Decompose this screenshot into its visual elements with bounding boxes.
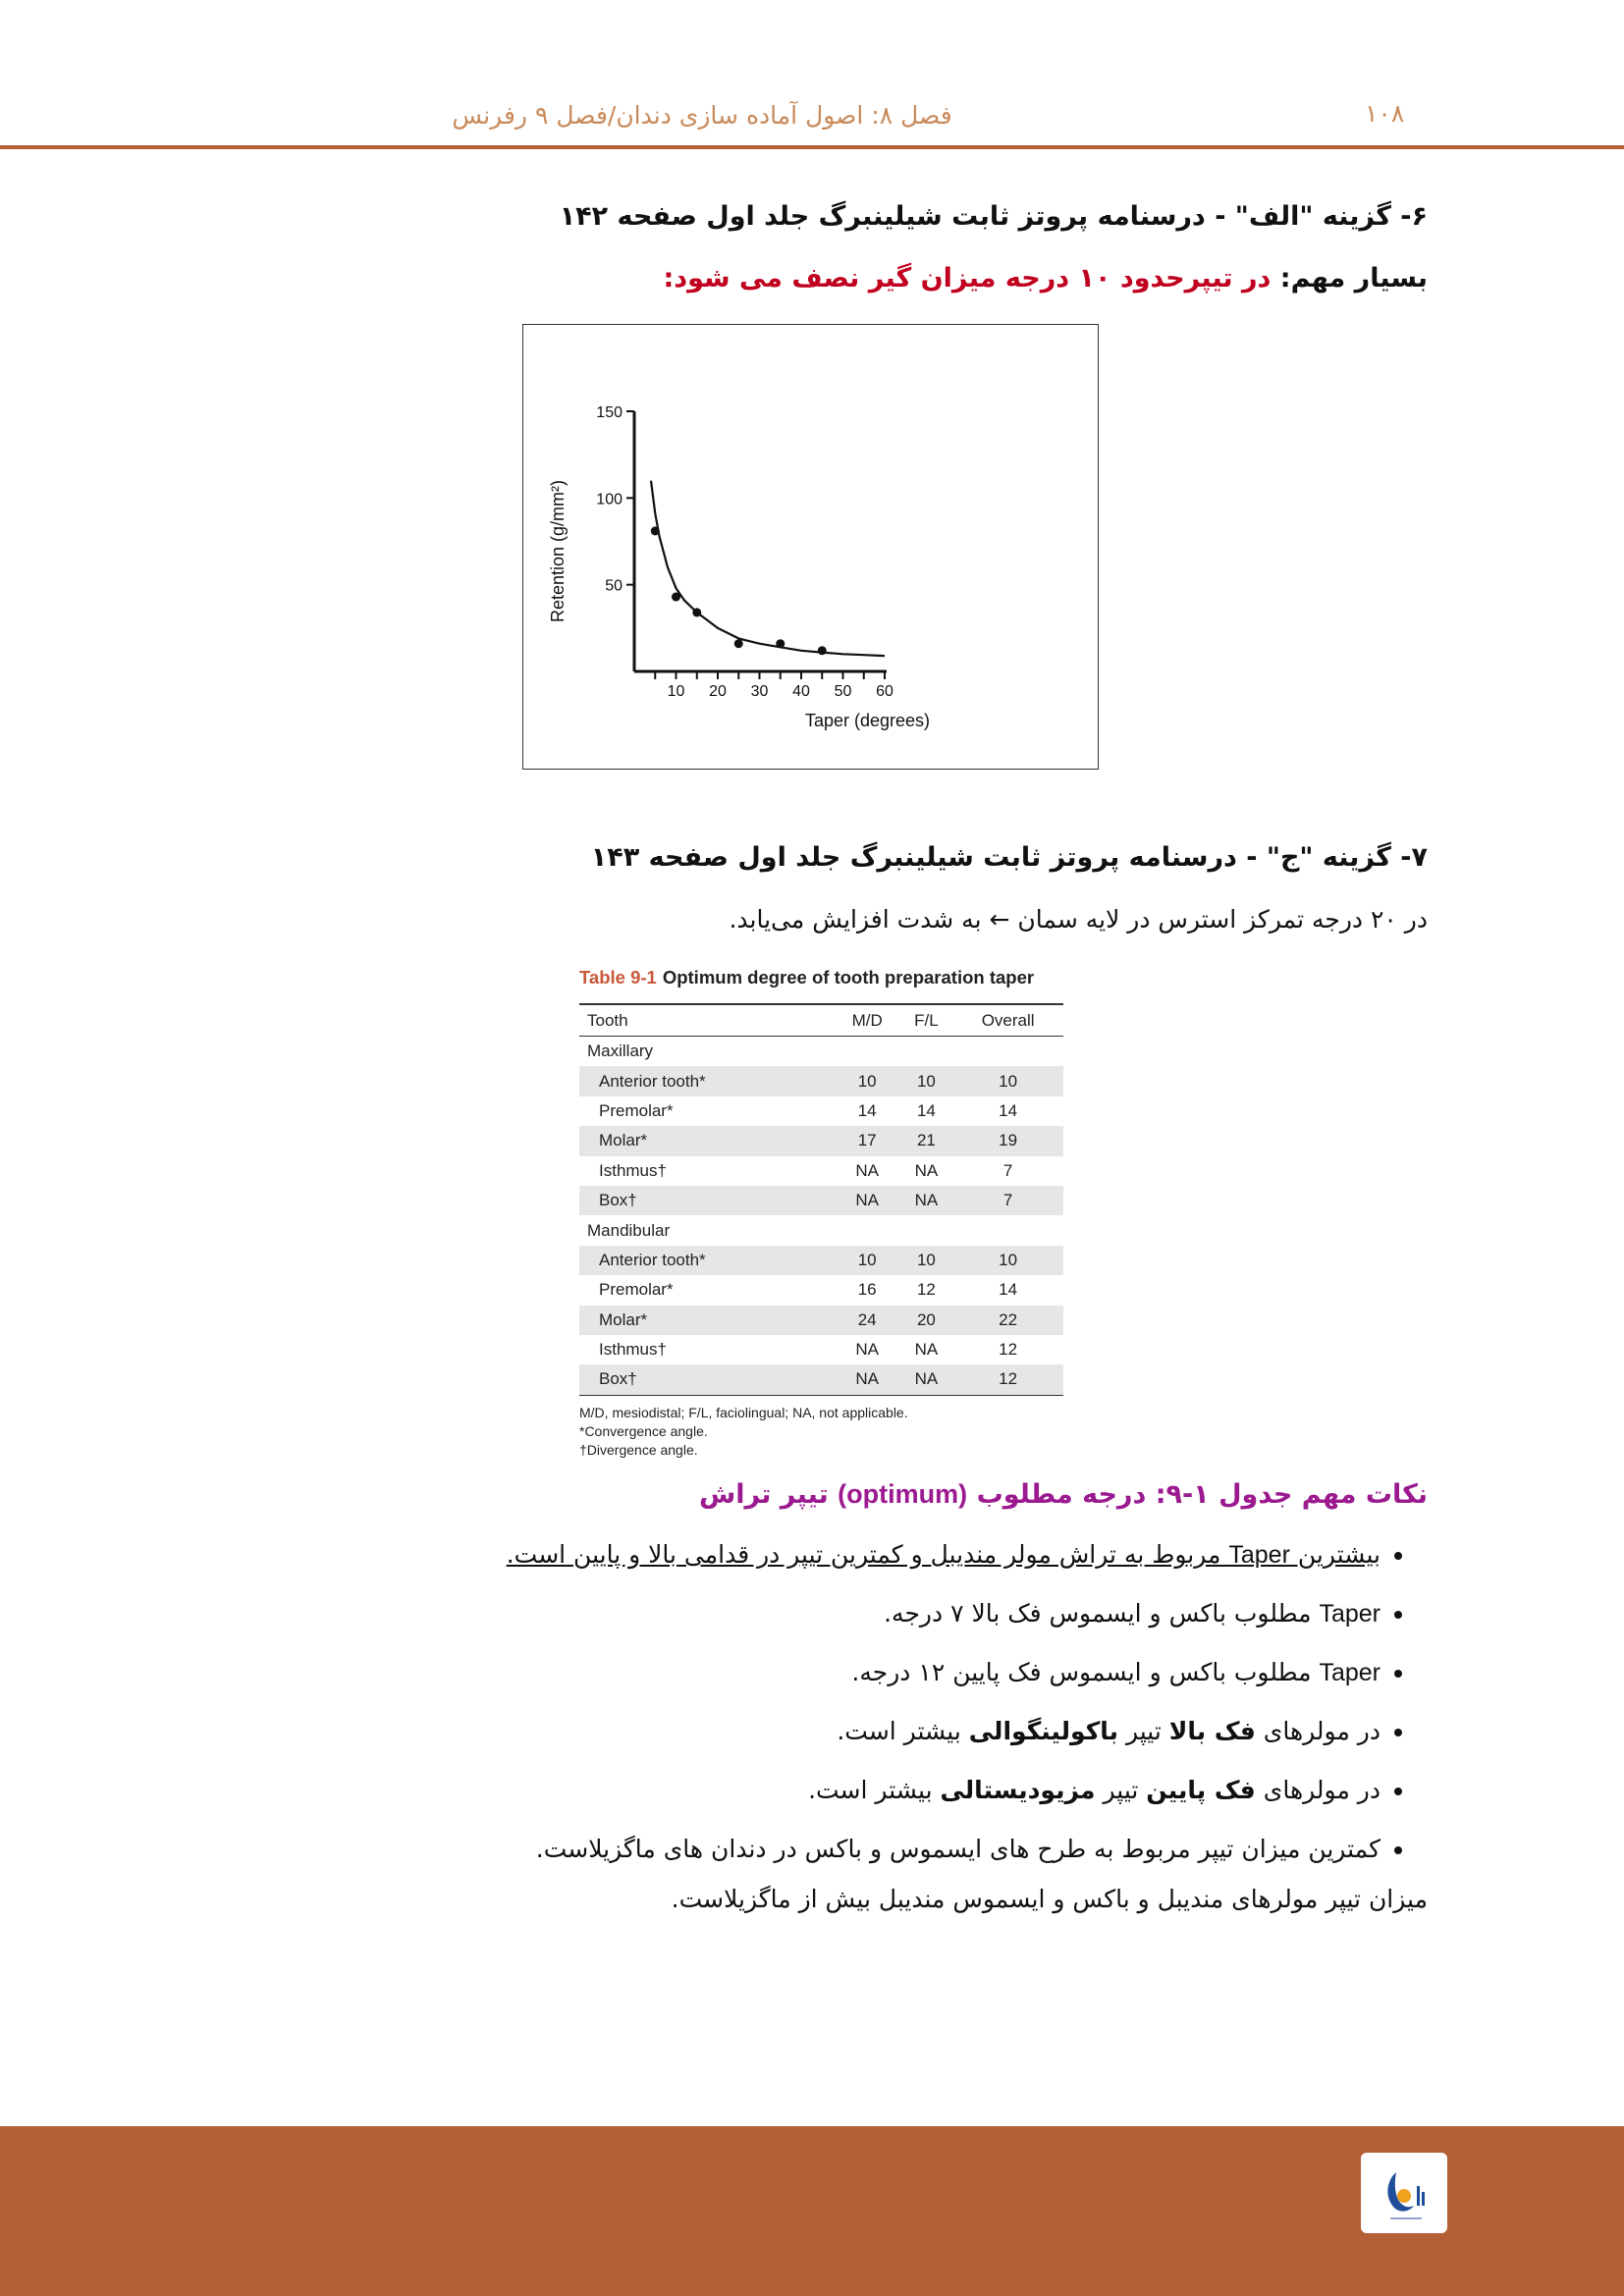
table-header-cell: M/D: [835, 1004, 900, 1037]
table-row: [579, 1335, 1063, 1364]
publisher-logo-icon: [1361, 2153, 1447, 2233]
table-cell: 12: [999, 1340, 1018, 1360]
table-cell: 7: [952, 1186, 1063, 1215]
table-cell: [900, 1037, 953, 1067]
table-cell: 24: [835, 1306, 900, 1335]
table-cell: NA: [900, 1186, 953, 1215]
table-row: [579, 1186, 1063, 1215]
table-header-cell: F/L: [900, 1004, 953, 1037]
data-point: [651, 526, 660, 535]
table-cell: NA: [835, 1364, 900, 1395]
table-cell: NA: [900, 1364, 953, 1395]
list-item: [261, 1529, 1380, 1588]
taper-table: [579, 1003, 1063, 1396]
question-7-text: در ۲۰ درجه تمرکز استرس در لایه سمان ← به شدت افزایش می‌یابد.: [729, 905, 1428, 934]
x-tick-label: 40: [792, 683, 810, 700]
table-cell: [952, 1215, 1063, 1245]
notes-title-english: (optimum): [838, 1479, 968, 1509]
table-caption-text: Optimum degree of tooth preparation taper: [662, 967, 1035, 988]
table-footnote: M/D, mesiodistal; F/L, faciolingual; NA, not applicable.: [579, 1404, 908, 1420]
y-tick-label: 100: [596, 491, 623, 508]
table-cell: 12: [916, 1280, 936, 1300]
table-cell: 10: [952, 1246, 1063, 1275]
chart-canvas: [523, 325, 1098, 769]
x-axis-title: Taper (degrees): [804, 711, 931, 730]
table-cell: Premolar*: [599, 1280, 674, 1300]
table-header-cell: Overall: [952, 1004, 1063, 1037]
table-caption-number: Table 9-1: [579, 967, 657, 988]
data-point: [672, 593, 680, 602]
y-axis-title: Retention (g/mm²): [548, 479, 568, 623]
table-cell: NA: [855, 1160, 879, 1180]
x-tick-label: 10: [667, 683, 685, 700]
table-cell: Box†: [579, 1364, 835, 1395]
table-cell: 19: [952, 1126, 1063, 1155]
table-cell: 14: [999, 1100, 1018, 1120]
question-7-title: ۷- گزینه "ج" - درسنامه پروتز ثابت شیلینبرگ جلد اول صفحه ۱۴۳: [590, 842, 1428, 873]
page-number: ۱۰۸: [1365, 99, 1405, 128]
table-cell: 21: [900, 1126, 953, 1155]
table-row: [579, 1096, 1063, 1126]
table-cell: 16: [857, 1280, 877, 1300]
table-cell: [952, 1037, 1063, 1067]
table-cell: 17: [835, 1126, 900, 1155]
table-cell: NA: [914, 1160, 939, 1180]
note-label: بسیار مهم:: [1279, 263, 1428, 294]
x-tick-label: 20: [709, 683, 727, 700]
table-cell: 14: [857, 1100, 877, 1120]
table-group-row: [579, 1037, 1063, 1067]
taper-table-block: [579, 967, 1063, 1460]
notes-title-part: نکات مهم جدول ۱-۹: درجه مطلوب: [967, 1479, 1428, 1510]
x-tick-label: 30: [750, 683, 769, 700]
data-point: [734, 639, 743, 648]
table-header-cell: Tooth: [579, 1004, 835, 1037]
table-cell: 12: [952, 1364, 1063, 1395]
table-cell: Premolar*: [599, 1100, 674, 1120]
table-cell: 14: [999, 1280, 1018, 1300]
table-cell: Anterior tooth*: [579, 1246, 835, 1275]
summary-line: میزان تیپر مولرهای مندیبل و باکس و ایسموس مندیبل بیش از ماگزیلاست.: [671, 1885, 1428, 1913]
notes-list: [261, 1529, 1428, 1883]
table-row: [579, 1275, 1063, 1305]
table-cell: 22: [952, 1306, 1063, 1335]
table-cell: 10: [900, 1066, 953, 1095]
table-cell: [900, 1215, 953, 1245]
table-cell: 14: [916, 1100, 936, 1120]
table-row: [579, 1156, 1063, 1186]
table-cell: 20: [900, 1306, 953, 1335]
table-caption: [579, 967, 1063, 988]
table-cell: NA: [835, 1186, 900, 1215]
table-cell: Mandibular: [587, 1220, 671, 1240]
note-highlight: در تیپرحدود ۱۰ درجه میزان گیر نصف می شود:: [663, 263, 1272, 294]
publisher-logo: [1361, 2153, 1447, 2233]
list-item: • Taper مطلوب باکس و ایسموس فک بالا ۷ درجه.: [261, 1588, 1380, 1647]
notes-title: [348, 1479, 1428, 1510]
table-row: [579, 1364, 1063, 1395]
y-tick-label: 150: [596, 404, 623, 421]
list-item: • در مولرهای فک بالا تیپر باکولینگوالی بیشتر است.: [261, 1706, 1380, 1765]
table-cell: Anterior tooth*: [579, 1066, 835, 1095]
data-point: [776, 639, 785, 648]
table-row: [579, 1066, 1063, 1095]
table-group-row: [579, 1215, 1063, 1245]
retention-taper-chart: [522, 324, 1099, 770]
list-item: • در مولرهای فک پایین تیپر مزیودیستالی بیشتر است.: [261, 1765, 1380, 1824]
question-6-title: ۶- گزینه "الف" - درسنامه پروتز ثابت شیلینبرگ جلد اول صفحه ۱۴۲: [559, 201, 1428, 232]
table-cell: [835, 1215, 900, 1245]
table-header-row: [579, 1004, 1063, 1037]
table-footnote: *Convergence angle.: [579, 1422, 708, 1439]
table-cell: Isthmus†: [599, 1340, 667, 1360]
x-tick-label: 60: [876, 683, 893, 700]
running-header-title: فصل ۸: اصول آماده سازی دندان/فصل ۹ رفرنس: [452, 101, 952, 130]
table-cell: Maxillary: [587, 1041, 654, 1061]
data-point: [692, 608, 701, 616]
table-cell: Isthmus†: [599, 1160, 667, 1180]
fit-curve-line: [651, 481, 885, 656]
table-cell: Molar*: [579, 1306, 835, 1335]
data-point: [818, 646, 827, 655]
table-cell: Molar*: [579, 1126, 835, 1155]
table-cell: 7: [1002, 1160, 1013, 1180]
table-row: [579, 1126, 1063, 1155]
table-cell: 10: [952, 1066, 1063, 1095]
table-cell: 10: [835, 1246, 900, 1275]
table-footnote: †Divergence angle.: [579, 1441, 698, 1458]
table-cell: [835, 1037, 900, 1067]
table-footnotes: [579, 1404, 1063, 1460]
table-cell: 10: [835, 1066, 900, 1095]
question-6-note: [348, 263, 1428, 294]
list-item: • کمترین میزان تیپر مربوط به طرح های ایسموس و باکس در دندان های ماگزیلاست.: [261, 1824, 1380, 1883]
table-row: [579, 1306, 1063, 1335]
table-cell: Box†: [579, 1186, 835, 1215]
table-cell: NA: [855, 1340, 879, 1360]
header-divider: [0, 145, 1624, 149]
notes-title-part: تیپر تراش: [698, 1479, 839, 1510]
y-tick-label: 50: [605, 577, 623, 595]
list-item: • Taper مطلوب باکس و ایسموس فک پایین ۱۲ درجه.: [261, 1647, 1380, 1706]
underlined-sentence: بیشترین Taper مربوط به تراش مولر مندیبل و کمترین تیپر در قدامی بالا و پایین است.: [506, 1540, 1380, 1569]
table-row: [579, 1246, 1063, 1275]
table-cell: 10: [900, 1246, 953, 1275]
x-tick-label: 50: [834, 683, 852, 700]
table-cell: NA: [914, 1340, 939, 1360]
